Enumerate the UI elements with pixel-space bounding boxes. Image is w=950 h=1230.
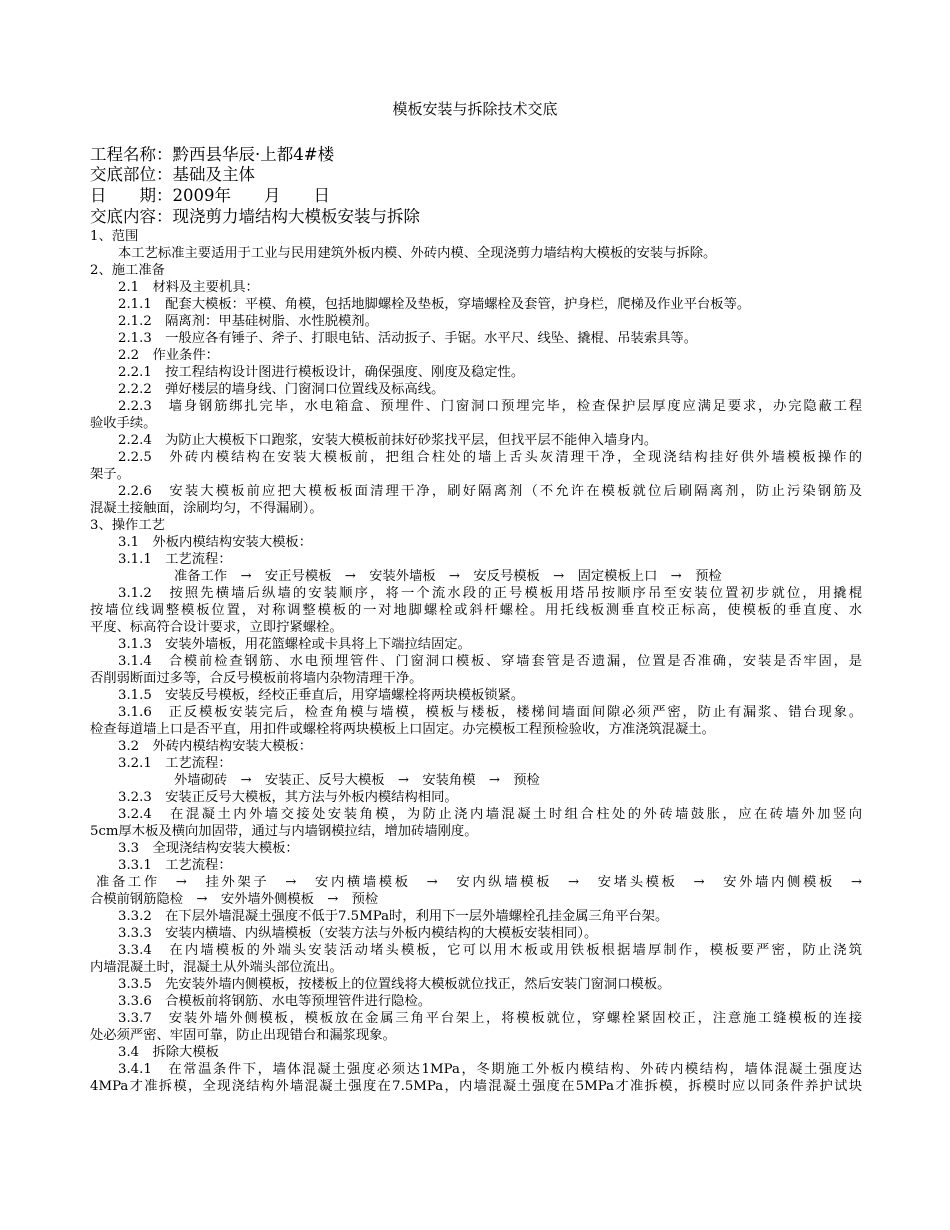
paragraph-line: 2.1.2 隔离剂：甲基硅树脂、水性脱模剂。 xyxy=(118,314,378,329)
document-title: 模板安装与拆除技术交底 xyxy=(392,100,558,118)
paragraph-line: 本工艺标准主要适用于工业与民用建筑外板内模、外砖内模、全现浇剪力墙结构大模板的安装与拆除。 xyxy=(118,246,717,261)
paragraph-line: 3.1.1 工艺流程： xyxy=(118,552,232,567)
paragraph-line: 3.3.4 在内墙模板的外端头安装活动堵头模板，它可以用木板或用铁板根据墙厚制作，模板要严密，防止浇筑 xyxy=(118,943,862,958)
paragraph-line: 2.2.6 安装大模板前应把大模板板面清理干净，刷好隔离剂（不允许在模板就位后刷隔离剂，防止污染钢筋及 xyxy=(118,484,862,499)
disclosure-part: 交底部位：基础及主体 xyxy=(90,165,255,184)
paragraph-line: 3.3.1 工艺流程： xyxy=(118,858,232,873)
paragraph-line: 3.3.2 在下层外墙混凝土强度不低于7.5MPa时，利用下一层外墙螺栓孔挂金属三角平台架。 xyxy=(118,909,669,924)
subsection-heading: 2.2 作业条件： xyxy=(118,348,219,363)
project-name: 工程名称：黔西县华辰·上都4#楼 xyxy=(90,145,335,164)
process-flow: 外墙砌砖 → 安装正、反号大模板 → 安装角模 → 预检 xyxy=(174,773,540,788)
paragraph-line: 3.1.5 安装反号模板，经校正垂直后，用穿墙螺栓将两块模板锁紧。 xyxy=(118,688,525,703)
section-heading: 2、施工准备 xyxy=(90,263,165,278)
process-flow: 准备工作 → 挂外架子 → 安内横墙模板 → 安内纵墙模板 → 安堵头模板 → 安外墙内侧模板 → xyxy=(96,875,862,890)
subsection-heading: 3.2 外砖内模结构安装大模板： xyxy=(118,739,313,754)
paragraph-line: 3.1.4 合模前检查钢筋、水电预埋管件、门窗洞口模板、穿墙套管是否遗漏，位置是否准确，安装是否牢固，是 xyxy=(118,654,862,669)
disclosure-date: 日 期：2009年 月 日 xyxy=(90,186,330,205)
paragraph-line: 2.2.4 为防止大模板下口跑浆，安装大模板前抹好砂浆找平层，但找平层不能伸入墙身内。 xyxy=(118,433,658,448)
paragraph-line: 5cm厚木板及横向加固带，通过与内墙钢模拉结，增加砖墙刚度。 xyxy=(90,824,478,839)
paragraph-line: 内墙混凝土时，混凝土从外端头部位流出。 xyxy=(90,960,343,975)
process-flow: 准备工作 → 安正号模板 → 安装外墙板 → 安反号模板 → 固定模板上口 → 预检 xyxy=(174,569,722,584)
section-heading: 1、范围 xyxy=(90,229,139,244)
subsection-heading: 3.1 外板内模结构安装大模板： xyxy=(118,535,313,550)
paragraph-line: 4MPa才准拆模，全现浇结构外墙混凝土强度在7.5MPa，内墙混凝土强度在5MPa才准拆模，拆模时应以同条件养护试块 xyxy=(90,1079,862,1094)
paragraph-line: 3.3.5 先安装外墙内侧模板，按楼板上的位置线将大模板就位找正，然后安装门窗洞口模板。 xyxy=(118,977,671,992)
paragraph-line: 2.1.1 配套大模板：平模、角模，包括地脚螺栓及垫板，穿墙螺栓及套管，护身栏，爬梯及作业平台板等。 xyxy=(118,297,751,312)
paragraph-line: 3.2.4 在混凝土内外墙交接处安装角模，为防止浇内墙混凝土时组合柱处的外砖墙鼓胀，应在砖墙外加竖向 xyxy=(118,807,862,822)
paragraph-line: 3.3.7 安装外墙外侧模板，模板放在金属三角平台架上，将模板就位，穿螺栓紧固校正，注意施工缝模板的连接 xyxy=(118,1011,862,1026)
paragraph-line: 检查每道墙上口是否平直，用扣件或螺栓将两块模板上口固定。办完模板工程预检验收，方准浇筑混凝土。 xyxy=(90,722,715,737)
disclosure-content: 交底内容：现浇剪力墙结构大模板安装与拆除 xyxy=(90,207,420,226)
paragraph-line: 否削弱断面过多等，合反号模板前将墙内杂物清理干净。 xyxy=(90,671,423,686)
paragraph-line: 3.3.3 安装内横墙、内纵墙模板（安装方法与外板内模结构的大模板安装相同）。 xyxy=(118,926,598,941)
paragraph-line: 平度、标高符合设计要求，立即拧紧螺栓。 xyxy=(90,620,343,635)
paragraph-line: 2.1.3 一般应各有锤子、斧子、打眼电钻、活动扳子、手锯。水平尺、线坠、撬棍、吊装索具等。 xyxy=(118,331,698,346)
section-heading: 3、操作工艺 xyxy=(90,518,165,533)
paragraph-line: 3.3.6 合模板前将钢筋、水电等预埋管件进行隐检。 xyxy=(118,994,432,1009)
paragraph-line: 3.2.3 安装正反号大模板，其方法与外板内模结构相同。 xyxy=(118,790,458,805)
paragraph-line: 3.2.1 工艺流程： xyxy=(118,756,232,771)
paragraph-line: 2.2.5 外砖内模结构在安装大模板前，把组合柱处的墙上舌头灰清理干净，全现浇结构挂好供外墙模板操作的 xyxy=(118,450,862,465)
paragraph-line: 架子。 xyxy=(90,467,130,482)
subsection-heading: 3.3 全现浇结构安装大模板： xyxy=(118,841,299,856)
paragraph-line: 按墙位线调整模板位置，对称调整模板的一对地脚螺栓或斜杆螺栓。用托线板测垂直校正标高，使模板的垂直度、水 xyxy=(90,603,862,618)
paragraph-line: 处必须严密、牢固可靠，防止出现错台和漏浆现象。 xyxy=(90,1028,396,1043)
subsection-heading: 2.1 材料及主要机具： xyxy=(118,280,259,295)
paragraph-line: 3.1.6 正反模板安装完后，检查角模与墙模，模板与楼板，楼梯间墙面间隙必须严密，防止有漏浆、错台现象。 xyxy=(118,705,862,720)
paragraph-line: 3.1.3 安装外墙板，用花篮螺栓或卡具将上下端拉结固定。 xyxy=(118,637,471,652)
paragraph-line: 验收手续。 xyxy=(90,416,157,431)
paragraph-line: 2.2.2 弹好楼层的墙身线、门窗洞口位置线及标高线。 xyxy=(118,382,445,397)
paragraph-line: 3.4.1 在常温条件下，墙体混凝土强度必须达1MPa，冬期施工外板内模结构、外砖内模结构，墙体混凝土强度达 xyxy=(118,1062,862,1077)
paragraph-line: 3.1.2 按照先横墙后纵墙的安装顺序，将一个流水段的正号模板用塔吊按顺序吊至安装位置初步就位，用撬棍 xyxy=(118,586,862,601)
subsection-heading: 3.4 拆除大模板 xyxy=(118,1045,219,1060)
paragraph-line: 2.2.3 墙身钢筋绑扎完毕，水电箱盒、预埋件、门窗洞口预埋完毕，检查保护层厚度应满足要求，办完隐蔽工程 xyxy=(118,399,862,414)
paragraph-line: 混凝土接触面，涂刷均匀，不得漏刷）。 xyxy=(90,501,323,516)
paragraph-line: 2.2.1 按工程结构设计图进行模板设计，确保强度、刚度及稳定性。 xyxy=(118,365,525,380)
process-flow: 合模前钢筋隐检 → 安外墙外侧模板 → 预检 xyxy=(90,892,379,907)
